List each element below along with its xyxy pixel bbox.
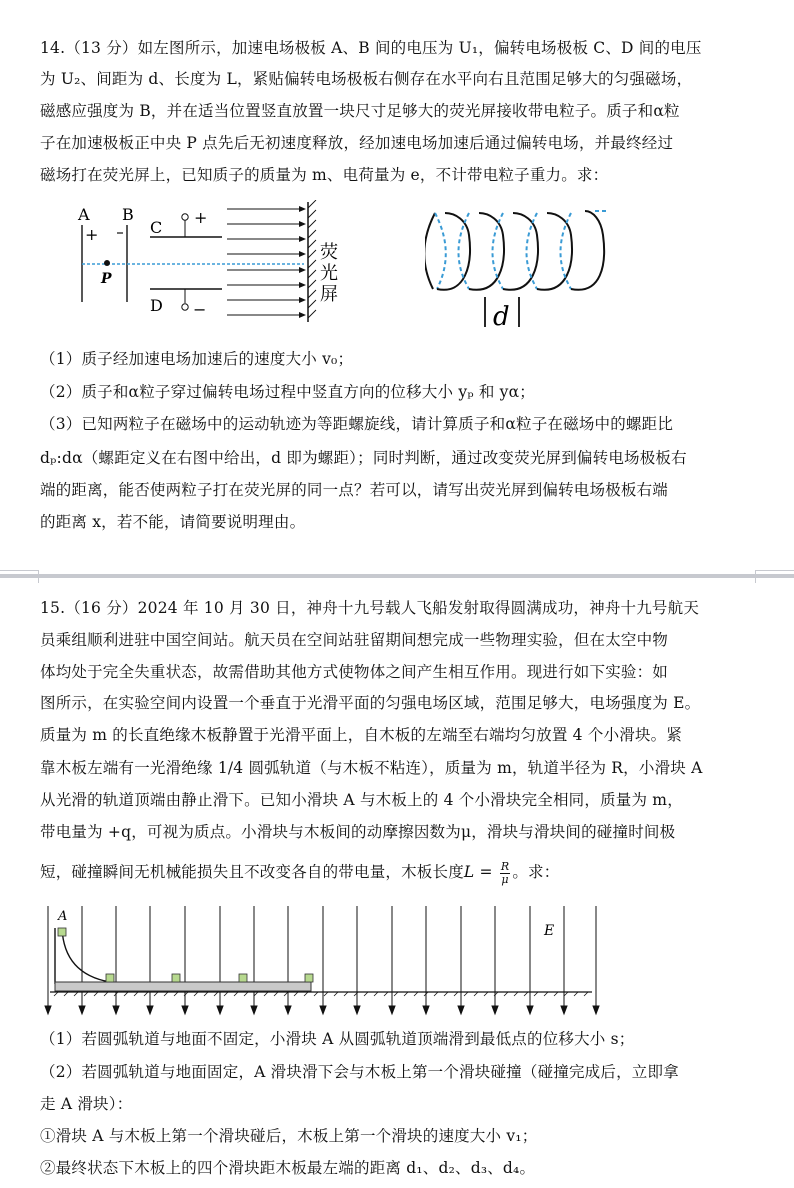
- q15-line-1: 15.（16 分）2024 年 10 月 30 日，神舟十九号载人飞船发射取得圆满成功，神舟十九号航天: [40, 599, 700, 617]
- slider-1: [106, 974, 114, 982]
- screen-label-2: 光: [320, 263, 338, 284]
- q14-line-5: 磁场打在荧光屏上，已知质子的质量为 m、电荷量为 e，不计带电粒子重力。求：: [40, 166, 609, 184]
- formula-fraction: [500, 861, 510, 886]
- q15-field-figure: [40, 906, 600, 1018]
- wooden-board: [55, 982, 311, 991]
- q14-line-1: 14.（13 分）如左图所示，加速电场极板 A、B 间的电压为 U₁，偏转电场极板 C、D 间的电压: [40, 39, 702, 57]
- q15-line-2: 员乘组顺利进驻中国空间站。航天员在空间站驻留期间想完成一些物理实验，但在太空中物: [40, 631, 669, 649]
- slider-4: [305, 974, 313, 982]
- label-c: C: [150, 218, 163, 237]
- pitch-label-d: d: [493, 302, 510, 332]
- formula-numerator: R: [500, 859, 510, 873]
- label-b: B: [122, 205, 134, 224]
- q15-line-6: 靠木板左端有一光滑绝缘 1/4 圆弧轨道（与木板不粘连），质量为 m，轨道半径为 R，小滑块 A: [40, 759, 703, 777]
- arc-track-fill: [61, 930, 100, 982]
- q15-line-9-end: 。求：: [512, 863, 560, 881]
- quarter-circle-track: [62, 928, 110, 982]
- q14-sub-3-cont-2: 端的距离，能否使两粒子打在荧光屏的同一点？若可以，请写出荧光屏到偏转电场极板右端: [40, 481, 669, 499]
- q15-line-8: 带电量为 +q，可视为质点。小滑块与木板间的动摩擦因数为μ，滑块与滑块间的碰撞时间极: [40, 823, 676, 841]
- q15-line-5: 质量为 m 的长直绝缘木板静置于光滑平面上，自木板的左端至右端均匀放置 4 个小滑块。紧: [40, 726, 683, 744]
- q15-line-7: 从光滑的轨道顶端由静止滑下。已知小滑块 A 与木板上的 4 个小滑块完全相同，质量为 m，: [40, 791, 683, 809]
- helix-coils: [425, 211, 607, 290]
- label-field-e: E: [544, 923, 555, 939]
- screen-hatching: [308, 200, 316, 318]
- electric-field-lines: [45, 906, 599, 1014]
- label-a: A: [78, 205, 90, 224]
- magnetic-field-arrows: [227, 206, 306, 318]
- q15-sub-1: （1）若圆弧轨道与地面不固定，小滑块 A 从圆弧轨道顶端滑到最低点的位移大小 s；: [40, 1030, 635, 1048]
- plate-a-plus: +: [85, 225, 99, 244]
- q14-line-2: 为 U₂、间距为 d、长度为 L，紧贴偏转电场极板右侧存在水平向右且范围足够大的匀强磁场，: [40, 70, 693, 88]
- slider-a: [58, 928, 66, 936]
- q14-sub-3-cont-3: 的距离 x，若不能，请简要说明理由。: [40, 513, 306, 531]
- slider-2: [172, 974, 180, 982]
- q15-sub-2-part-2: ②最终状态下木板上的四个滑块距木板最左端的距离 d₁、d₂、d₃、d₄。: [40, 1159, 536, 1177]
- page-break-divider: [0, 574, 794, 578]
- q15-sub-2: （2）若圆弧轨道与地面固定，A 滑块滑下会与木板上第一个滑块碰撞（碰撞完成后，立即拿: [40, 1063, 679, 1081]
- screen-label-3: 屏: [320, 284, 338, 305]
- formula-l: L =: [463, 863, 493, 881]
- screen-label-1: 荧: [320, 242, 338, 263]
- q14-sub-3: （3）已知两粒子在磁场中的运动轨迹为等距螺旋线，请计算质子和α粒子在磁场中的螺距比: [40, 415, 674, 433]
- q14-apparatus-figure: [70, 200, 340, 330]
- q14-sub-1: （1）质子经加速电场加速后的速度大小 v₀；: [40, 350, 354, 368]
- q15-line-3: 体均处于完全失重状态，故需借助其他方式使物体之间产生相互作用。现进行如下实验：如: [40, 663, 669, 681]
- q15-line-9-text: 短，碰撞瞬间无机械能损失且不改变各自的带电量，木板长度: [40, 863, 464, 881]
- q15-sub-2-part-1: ①滑块 A 与木板上第一个滑块碰后，木板上第一个滑块的速度大小 v₁；: [40, 1127, 538, 1145]
- label-d: D: [150, 296, 163, 315]
- q14-helix-figure: [425, 205, 615, 335]
- terminal-d: [182, 304, 188, 310]
- label-p: P: [101, 271, 112, 287]
- q15-line-9: [40, 860, 559, 886]
- terminal-d-minus: −: [193, 300, 207, 319]
- point-p: [104, 260, 110, 266]
- q14-sub-2: （2）质子和α粒子穿过偏转电场过程中竖直方向的位移大小 yₚ 和 yα；: [40, 383, 535, 401]
- label-slider-a: A: [58, 909, 68, 924]
- q15-sub-2-cont: 走 A 滑块）：: [40, 1095, 133, 1113]
- q15-line-4: 图所示，在实验空间内设置一个垂直于光滑平面的匀强电场区域，范围足够大，电场强度为 E。: [40, 694, 701, 712]
- formula-denominator: μ: [501, 872, 509, 886]
- q14-sub-3-cont-1: dₚ:dα（螺距定义在右图中给出，d 即为螺距）；同时判断，通过改变荧光屏到偏转电场极板右: [40, 449, 687, 467]
- terminal-c: [182, 214, 188, 220]
- q14-line-3: 磁感应强度为 B，并在适当位置竖直放置一块尺寸足够大的荧光屏接收带电粒子。质子和α粒: [40, 102, 680, 120]
- terminal-c-plus: +: [194, 208, 208, 227]
- slider-3: [239, 974, 247, 982]
- q14-line-4: 子在加速极板正中央 P 点先后无初速度释放，经加速电场加速后通过偏转电场，并最终经过: [40, 134, 674, 152]
